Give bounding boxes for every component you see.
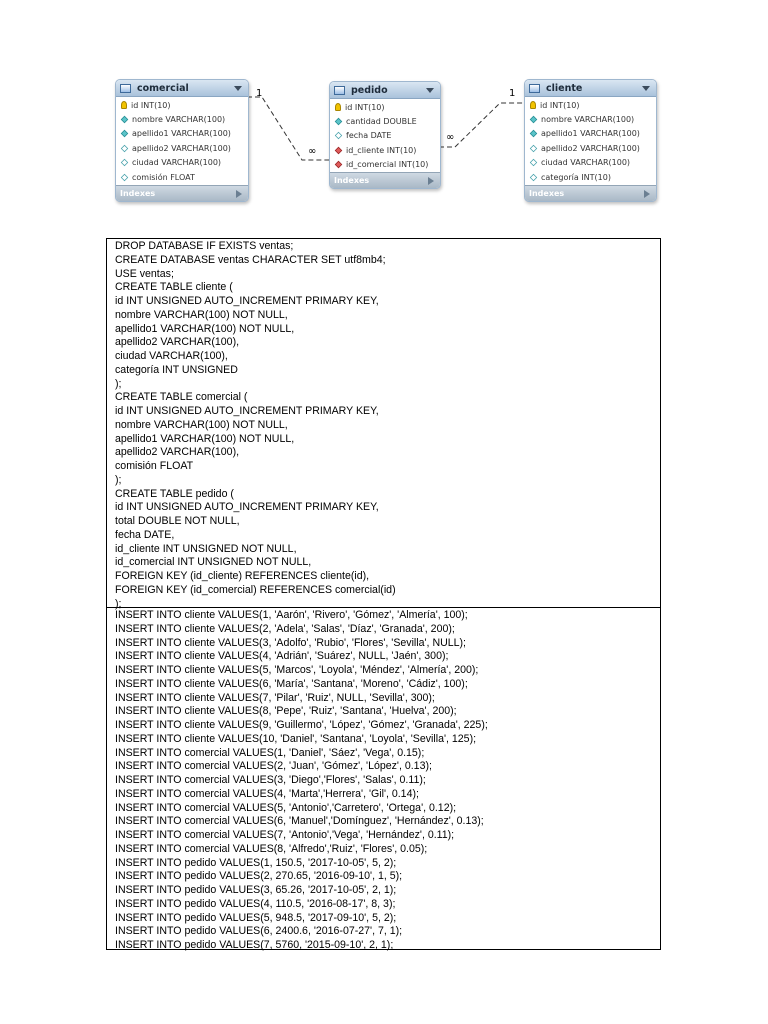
table-name: comercial [137, 82, 189, 94]
insert-line: INSERT INTO pedido VALUES(7, 5760, '2015-09-10', 2, 1); [115, 939, 394, 951]
schema-line: id INT UNSIGNED AUTO_INCREMENT PRIMARY KEY, [115, 295, 379, 307]
column-list [330, 99, 440, 173]
column-diamond-icon [530, 116, 537, 123]
column-row [525, 141, 656, 155]
column-diamond-icon [530, 130, 537, 137]
foreign-key-icon [335, 147, 342, 154]
schema-line: fecha DATE, [115, 528, 175, 541]
schema-line: id INT UNSIGNED AUTO_INCREMENT PRIMARY KEY, [115, 405, 379, 417]
column-row [330, 100, 440, 114]
column-label: id_cliente INT(10) [346, 145, 417, 155]
insert-line: INSERT INTO pedido VALUES(5, 948.5, '2017-09-10', 5, 2); [115, 911, 397, 924]
column-label: fecha DATE [346, 131, 392, 141]
schema-line: FOREIGN KEY (id_cliente) REFERENCES cliente(id), [115, 570, 370, 582]
cardinality-many-pedido-right: ∞ [446, 132, 455, 143]
table-cliente[interactable] [524, 79, 657, 202]
insert-line: INSERT INTO cliente VALUES(7, 'Pilar', 'Ruiz', NULL, 'Sevilla', 300); [115, 691, 435, 704]
column-diamond-icon [121, 145, 128, 152]
schema-line: nombre VARCHAR(100) NOT NULL, [115, 418, 288, 431]
primary-key-icon [530, 101, 536, 109]
table-pedido[interactable] [329, 81, 441, 189]
schema-line: total DOUBLE NOT NULL, [115, 515, 240, 527]
column-row [525, 127, 656, 141]
indexes-label: Indexes [120, 189, 156, 198]
schema-line: id_cliente INT UNSIGNED NOT NULL, [115, 542, 297, 555]
collapse-arrow-icon[interactable] [642, 86, 650, 91]
column-label: id INT(10) [345, 102, 385, 112]
primary-key-icon [335, 103, 341, 111]
insert-section [107, 608, 660, 953]
expand-arrow-icon[interactable] [644, 190, 650, 198]
schema-line: comisión FLOAT [115, 460, 194, 472]
insert-line: INSERT INTO cliente VALUES(5, 'Marcos', 'Loyola', 'Méndez', 'Almería', 200); [115, 664, 479, 676]
column-label: cantidad DOUBLE [346, 117, 417, 127]
schema-line: CREATE TABLE cliente ( [115, 281, 233, 294]
column-row [330, 158, 440, 172]
column-label: id INT(10) [540, 100, 580, 110]
schema-line: apellido1 VARCHAR(100) NOT NULL, [115, 432, 295, 445]
comercial-pedido-relation [247, 97, 329, 160]
schema-line: ); [115, 377, 122, 390]
column-list [116, 97, 248, 185]
column-row [525, 156, 656, 170]
column-row [116, 141, 248, 155]
insert-line: INSERT INTO comercial VALUES(3, 'Diego','Flores', 'Salas', 0.11); [115, 774, 426, 786]
insert-line: INSERT INTO pedido VALUES(3, 65.26, '2017-10-05', 2, 1); [115, 884, 397, 896]
schema-line: DROP DATABASE IF EXISTS ventas; [115, 240, 294, 252]
cardinality-many-pedido-left: ∞ [308, 146, 317, 157]
column-row [330, 114, 440, 128]
column-row [525, 98, 656, 112]
column-list [525, 97, 656, 185]
sql-script-box [106, 238, 661, 950]
table-header[interactable] [330, 82, 440, 99]
column-row [116, 98, 248, 112]
column-label: id INT(10) [131, 100, 171, 110]
collapse-arrow-icon[interactable] [426, 88, 434, 93]
insert-line: INSERT INTO cliente VALUES(8, 'Pepe', 'Ruiz', 'Santana', 'Huelva', 200); [115, 705, 457, 718]
column-label: ciudad VARCHAR(100) [541, 158, 631, 168]
insert-line: INSERT INTO comercial VALUES(8, 'Alfredo','Ruiz', 'Flores', 0.05); [115, 842, 428, 855]
schema-line: ); [115, 473, 122, 486]
insert-line: INSERT INTO cliente VALUES(2, 'Adela', 'Salas', 'Díaz', 'Granada', 200); [115, 622, 455, 635]
schema-line: nombre VARCHAR(100) NOT NULL, [115, 308, 288, 321]
indexes-label: Indexes [529, 189, 565, 198]
table-icon [529, 84, 540, 93]
indexes-footer[interactable] [330, 172, 440, 188]
column-label: id_comercial INT(10) [346, 160, 429, 170]
schema-line: apellido2 VARCHAR(100), [115, 336, 240, 349]
column-row [330, 143, 440, 157]
insert-line: INSERT INTO comercial VALUES(2, 'Juan', 'Gómez', 'López', 0.13); [115, 760, 432, 773]
column-diamond-icon [121, 116, 128, 123]
column-diamond-icon [530, 173, 537, 180]
schema-line: apellido1 VARCHAR(100) NOT NULL, [115, 322, 295, 335]
column-label: nombre VARCHAR(100) [132, 115, 226, 125]
column-label: ciudad VARCHAR(100) [132, 158, 222, 168]
column-row [330, 129, 440, 143]
schema-line: apellido2 VARCHAR(100), [115, 446, 240, 459]
column-label: apellido1 VARCHAR(100) [541, 129, 640, 139]
column-row [525, 170, 656, 184]
schema-line: USE ventas; [115, 267, 174, 280]
insert-line: INSERT INTO cliente VALUES(1, 'Aarón', 'Rivero', 'Gómez', 'Almería', 100); [115, 609, 468, 621]
column-diamond-icon [335, 118, 342, 125]
schema-line: categoría INT UNSIGNED [115, 363, 238, 376]
column-diamond-icon [121, 130, 128, 137]
table-name: cliente [546, 82, 583, 94]
insert-line: INSERT INTO pedido VALUES(4, 110.5, '2016-08-17', 8, 3); [115, 897, 396, 910]
schema-line: CREATE TABLE comercial ( [115, 391, 248, 404]
schema-line: CREATE TABLE pedido ( [115, 487, 234, 500]
table-header[interactable] [525, 80, 656, 97]
collapse-arrow-icon[interactable] [234, 86, 242, 91]
insert-line: INSERT INTO pedido VALUES(6, 2400.6, '2016-07-27', 7, 1); [115, 925, 403, 938]
schema-line: id_comercial INT UNSIGNED NOT NULL, [115, 556, 312, 569]
column-row [116, 156, 248, 170]
schema-line: id INT UNSIGNED AUTO_INCREMENT PRIMARY KEY, [115, 501, 379, 514]
insert-line: INSERT INTO cliente VALUES(6, 'María', 'Santana', 'Moreno', 'Cádiz', 100); [115, 677, 468, 690]
schema-line: ciudad VARCHAR(100), [115, 350, 228, 362]
insert-line: INSERT INTO pedido VALUES(1, 150.5, '2017-10-05', 5, 2); [115, 856, 397, 869]
column-row [116, 112, 248, 126]
column-label: apellido2 VARCHAR(100) [541, 143, 640, 153]
column-row [116, 170, 248, 184]
table-icon [120, 84, 131, 93]
schema-line: ); [115, 597, 122, 610]
cardinality-one-comercial: 1 [256, 88, 263, 99]
insert-line: INSERT INTO comercial VALUES(7, 'Antonio','Vega', 'Hernández', 0.11); [115, 829, 455, 841]
insert-line: INSERT INTO cliente VALUES(10, 'Daniel', 'Santana', 'Loyola', 'Sevilla', 125); [115, 732, 477, 745]
insert-line: INSERT INTO cliente VALUES(4, 'Adrián', 'Suárez', NULL, 'Jaén', 300); [115, 650, 449, 663]
column-row [525, 112, 656, 126]
insert-line: INSERT INTO pedido VALUES(2, 270.65, '2016-09-10', 1, 5); [115, 870, 403, 883]
column-label: categoría INT(10) [541, 172, 611, 182]
er-diagram [0, 0, 768, 230]
indexes-footer[interactable] [525, 185, 656, 201]
table-name: pedido [351, 84, 388, 96]
schema-section [107, 239, 660, 610]
column-label: apellido1 VARCHAR(100) [132, 129, 231, 139]
table-comercial[interactable] [115, 79, 249, 202]
insert-line: INSERT INTO comercial VALUES(6, 'Manuel','Domínguez', 'Hernández', 0.13); [115, 815, 484, 828]
table-icon [334, 86, 345, 95]
insert-line: INSERT INTO comercial VALUES(5, 'Antonio','Carretero', 'Ortega', 0.12); [115, 801, 457, 814]
column-diamond-icon [335, 132, 342, 139]
column-row [116, 127, 248, 141]
foreign-key-icon [335, 161, 342, 168]
table-header[interactable] [116, 80, 248, 97]
column-label: nombre VARCHAR(100) [541, 115, 635, 125]
expand-arrow-icon[interactable] [428, 177, 434, 185]
indexes-footer[interactable] [116, 185, 248, 201]
indexes-label: Indexes [334, 176, 370, 185]
column-diamond-icon [530, 159, 537, 166]
column-label: apellido2 VARCHAR(100) [132, 143, 231, 153]
schema-line: CREATE DATABASE ventas CHARACTER SET utf8mb4; [115, 253, 386, 266]
insert-line: INSERT INTO comercial VALUES(1, 'Daniel', 'Sáez', 'Vega', 0.15); [115, 746, 425, 759]
cardinality-one-cliente: 1 [509, 88, 516, 99]
column-diamond-icon [121, 173, 128, 180]
insert-line: INSERT INTO cliente VALUES(9, 'Guillermo', 'López', 'Gómez', 'Granada', 225); [115, 719, 488, 731]
column-diamond-icon [121, 159, 128, 166]
schema-line: FOREIGN KEY (id_comercial) REFERENCES comercial(id) [115, 583, 396, 596]
insert-line: INSERT INTO cliente VALUES(3, 'Adolfo', 'Rubio', 'Flores', 'Sevilla', NULL); [115, 636, 466, 649]
column-label: comisión FLOAT [132, 172, 195, 182]
expand-arrow-icon[interactable] [236, 190, 242, 198]
insert-line: INSERT INTO comercial VALUES(4, 'Marta','Herrera', 'Gil', 0.14); [115, 787, 419, 800]
primary-key-icon [121, 101, 127, 109]
column-diamond-icon [530, 145, 537, 152]
